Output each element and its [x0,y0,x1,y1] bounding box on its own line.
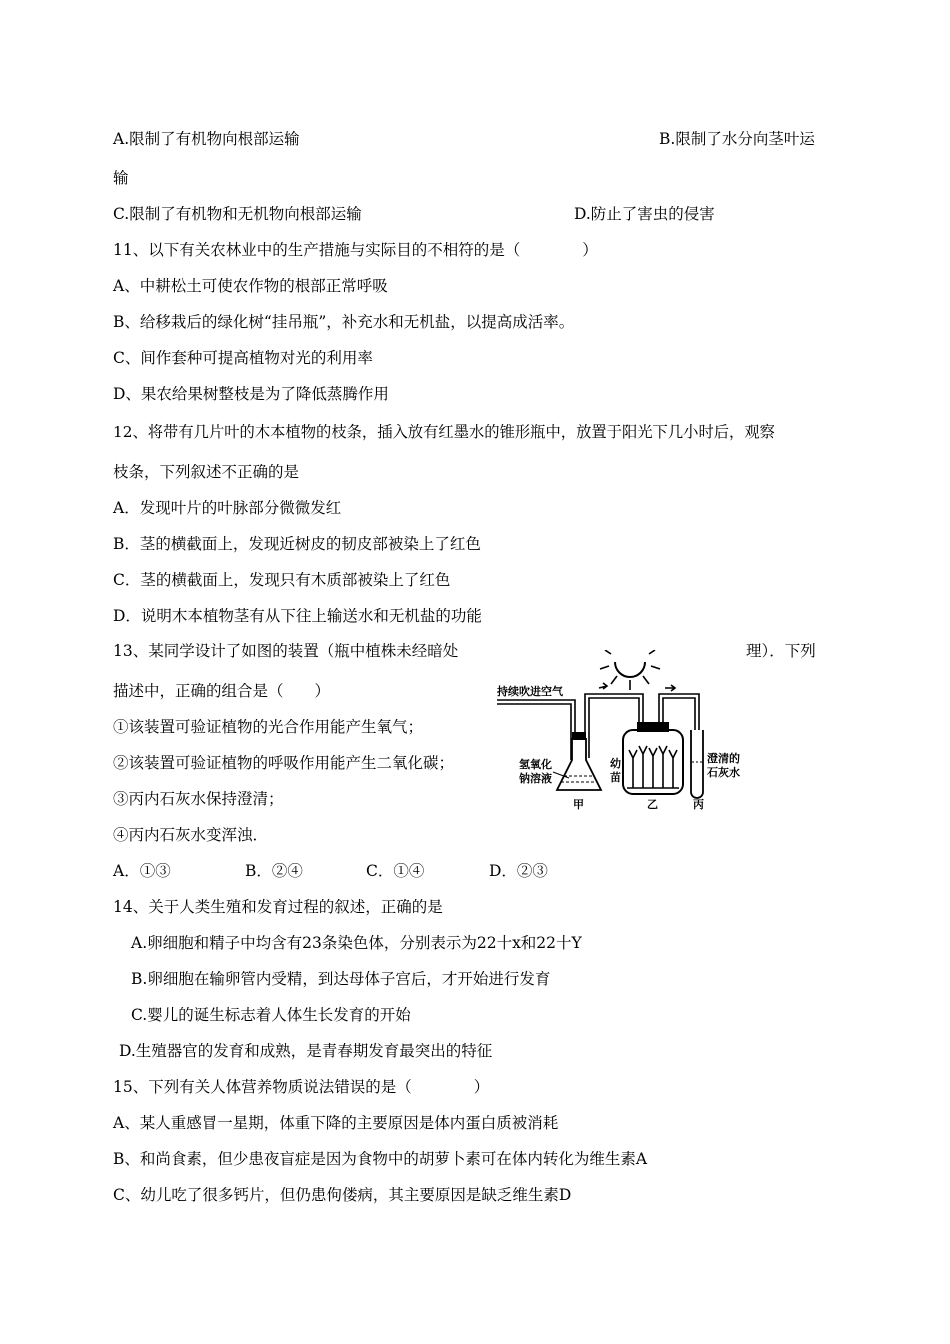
q12-stem-cont: 枝条，下列叙述不正确的是 [113,463,300,481]
tube-bing [691,730,703,798]
q13-stem-tail: 理）．下列 [746,642,816,660]
q13-option-b: B．②④ [245,862,303,880]
q12-option-c: C．茎的横截面上，发现只有木质部被染上了红色 [113,571,451,589]
label-lime-2: 石灰水 [707,766,740,779]
label-seedling-2: 苗 [610,771,621,784]
q13-statement-3: ③丙内石灰水保持澄清； [113,790,284,808]
q11-option-d: D、果农给果树整枝是为了降低蒸腾作用 [113,385,389,403]
label-jia: 甲 [573,798,584,811]
q13-option-a: A．①③ [113,862,171,880]
q15-option-b: B、和尚食素，但少患夜盲症是因为食物中的胡萝卜素可在体内转化为维生素A [113,1150,648,1168]
q10-option-c: C.限制了有机物和无机物向根部运输 [113,205,362,223]
q12-option-d: D．说明木本植物茎有从下往上输送水和无机盐的功能 [113,607,482,625]
q10-option-b-cont: 输 [113,169,129,187]
q13-statement-4: ④丙内石灰水变浑浊． [113,826,269,844]
q12-stem: 12、将带有几片叶的木本植物的枝条，插入放有红墨水的锥形瓶中，放置于阳光下几小时后，观察 [113,423,775,441]
q13-apparatus-figure [493,650,755,815]
q14-option-d: D.生殖器官的发育和成熟，是青春期发育最突出的特征 [119,1042,493,1060]
q10-option-a: A.限制了有机物向根部运输 [113,130,300,148]
label-air-inlet: 持续吹进空气 [497,685,563,698]
q15-option-a: A、某人重感冒一星期，体重下降的主要原因是体内蛋白质被消耗 [113,1114,559,1132]
q13-statement-2: ②该装置可验证植物的呼吸作用能产生二氧化碳； [113,754,455,772]
q13-stem: 13、某同学设计了如图的装置（瓶中植株未经暗处 [113,642,459,660]
label-naoh-2: 钠溶液 [519,772,552,785]
q11-stem: 11、以下有关农林业中的生产措施与实际目的不相符的是（ ） [113,241,598,259]
q10-option-d: D.防止了害虫的侵害 [574,205,715,223]
q10-option-b: B.限制了水分向茎叶运 [659,130,815,148]
q14-option-b: B.卵细胞在输卵管内受精，到达母体子宫后，才开始进行发育 [131,970,551,988]
label-seedling-1: 幼 [610,757,621,770]
q11-option-a: A、中耕松土可使农作物的根部正常呼吸 [113,277,388,295]
q15-stem: 15、下列有关人体营养物质说法错误的是（ ） [113,1078,490,1096]
q12-option-b: B．茎的横截面上，发现近树皮的韧皮部被染上了红色 [113,535,481,553]
q15-option-c: C、幼儿吃了很多钙片，但仍患佝偻病，其主要原因是缺乏维生素D [113,1186,572,1204]
q14-option-a: A.卵细胞和精子中均含有23条染色体，分别表示为22十x和22十Y [131,934,582,952]
label-naoh-1: 氢氧化 [519,758,552,771]
sun-icon [615,662,645,677]
q14-stem: 14、关于人类生殖和发育过程的叙述，正确的是 [113,898,443,916]
q13-option-d: D．②③ [489,862,548,880]
q13-option-c: C．①④ [366,862,425,880]
q12-option-a: A．发现叶片的叶脉部分微微发红 [113,499,342,517]
q13-statement-1: ①该装置可验证植物的光合作用能产生氧气； [113,718,424,736]
q13-stem-cont: 描述中，正确的组合是（ ） [113,682,331,700]
q14-option-c: C.婴儿的诞生标志着人体生长发育的开始 [131,1006,411,1024]
label-bing: 丙 [693,798,704,811]
label-lime-1: 澄清的 [707,752,740,765]
q11-option-c: C、间作套种可提高植物对光的利用率 [113,349,373,367]
q11-option-b: B、给移栽后的绿化树“挂吊瓶”，补充水和无机盐，以提高成活率。 [113,313,575,331]
label-yi: 乙 [647,798,658,811]
